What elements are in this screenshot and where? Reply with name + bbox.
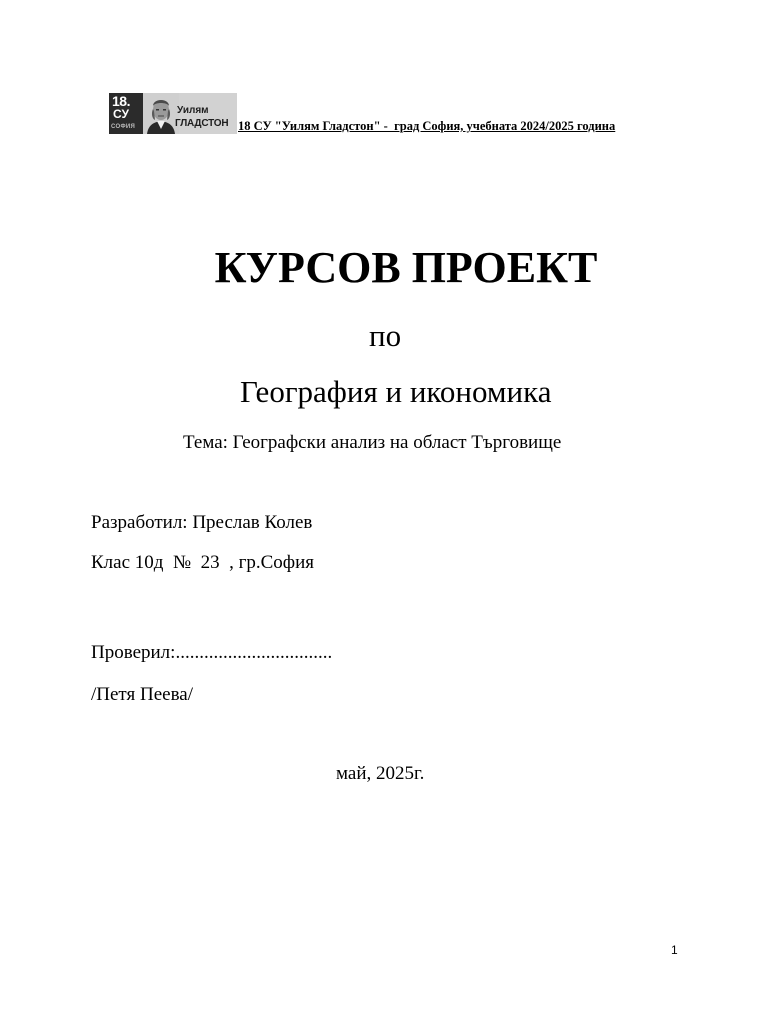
- school-header: 18 СУ "Уилям Гладстон" - град София, учебната 2024/2025 година: [238, 119, 616, 133]
- author-line: Разработил: Преслав Колев: [91, 512, 313, 533]
- title-preposition: по: [369, 318, 402, 353]
- reviewer-line: Проверил:.................................: [91, 642, 333, 663]
- class-line: Клас 10д № 23 , гр.София: [91, 552, 314, 573]
- reviewer-name: /Петя Пеева/: [91, 684, 193, 705]
- logo-number: 18.: [112, 93, 130, 109]
- logo-city: СОФИЯ: [111, 124, 136, 130]
- logo-name-first: Уилям: [177, 105, 209, 116]
- page-title: КУРСОВ ПРОЕКТ: [214, 243, 598, 292]
- subject-title: География и икономика: [240, 374, 552, 409]
- portrait-icon: [143, 93, 179, 134]
- logo-name-last: ГЛАДСТОН: [175, 118, 229, 129]
- logo-badge: [109, 93, 143, 134]
- page-number: 1: [671, 943, 678, 957]
- logo-abbreviation: СУ: [113, 107, 129, 121]
- document-date: май, 2025г.: [336, 763, 425, 784]
- school-logo: [109, 93, 237, 134]
- project-topic: Тема: Географски анализ на област Търговище: [183, 432, 562, 453]
